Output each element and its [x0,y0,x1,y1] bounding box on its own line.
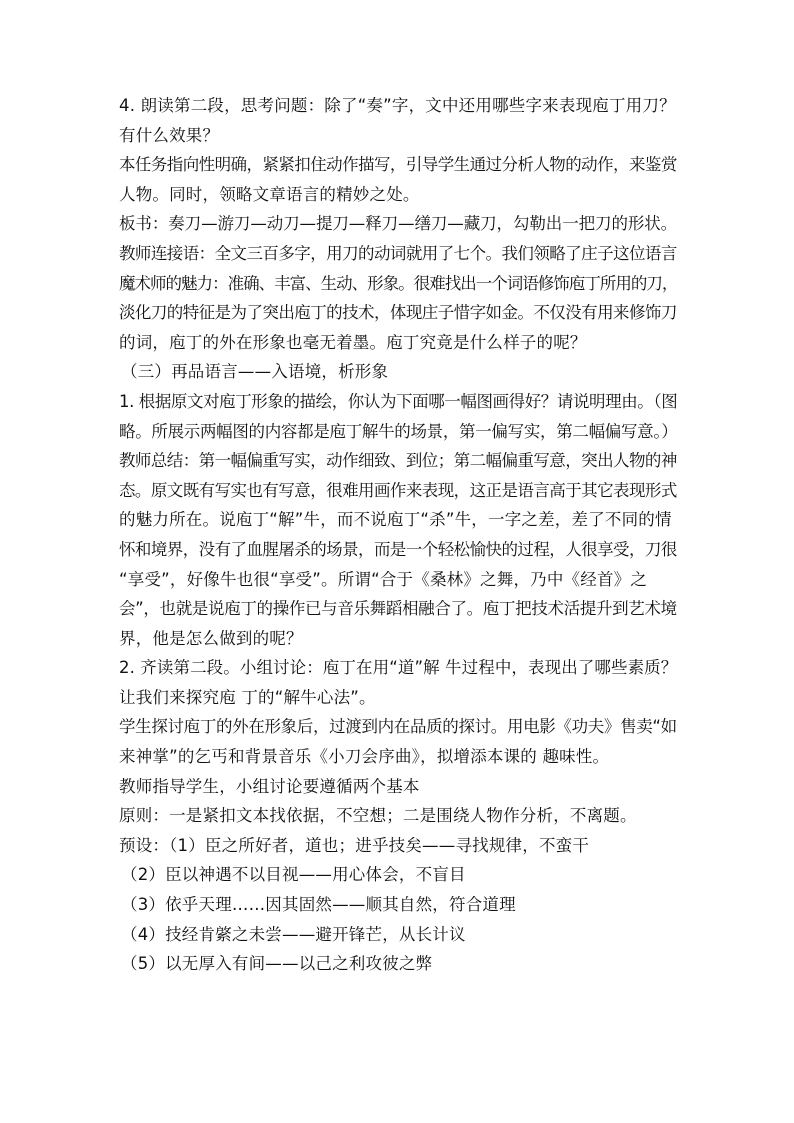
preset-item-4: （4）技经肯綮之未尝——避开锋芒，从长计议 [121,924,466,944]
teacher-summary-line-4: 怀和境界，没有了血腥屠杀的场景，而是一个轻松愉快的过程，人很享受，刀很 [119,539,677,559]
preset-item-1: 预设：（1）臣之所好者，道也；进乎技矣——寻找规律，不蛮干 [119,835,590,855]
teacher-transition-line-2: 魔术师的魅力：准确、丰富、生动、形象。很难找出一个词语修饰庖丁所用的刀， [119,273,678,293]
teacher-summary-line-3: 的魅力所在。说庖丁“解”牛，而不说庖丁“杀”牛，一字之差，差了不同的情 [119,510,672,530]
student-exploration-line-1: 学生探讨庖丁的外在形象后，过渡到内在品质的探讨。用电影《功夫》售卖“如 [119,717,677,737]
student-exploration-line-2: 来神掌”的乞丐和背景音乐《小刀会序曲》，拟增添本课的 趣味性。 [119,747,610,767]
section-heading-3: （三）再品语言——入语境，析形象 [121,362,389,382]
question-1-line-2: 略。所展示两幅图的内容都是庖丁解牛的场景，第一偏写实，第二幅偏写意。） [119,421,678,441]
teacher-summary-line-2: 态。原文既有写实也有写意，很难用画作来表现，这正是语言高于其它表现形式 [119,480,677,500]
blackboard-line: 板书：奏刀—游刀—动刀—提刀—释刀—缮刀—藏刀，勾勒出一把刀的形状。 [119,214,678,234]
question-2-line-2: 让我们来探究庖 丁的“解牛心法”。 [119,687,376,707]
teacher-summary-line-1: 教师总结：第一幅偏重写实，动作细致、到位；第二幅偏重写意，突出人物的神 [119,451,677,471]
question-4-line-1: 4. 朗读第二段，思考问题：除了“奏”字，文中还用哪些字来表现庖丁用刀？ [119,96,676,115]
teacher-transition-line-1: 教师连接语：全文三百多字，用刀的动词就用了七个。我们领略了庄子这位语言 [119,243,677,263]
preset-item-3: （3）依乎天理……因其固然——顺其自然，符合道理 [121,895,516,915]
teacher-summary-line-6: 会”，也就是说庖丁的操作已与音乐舞蹈相融合了。庖丁把技术活提升到艺术境 [119,599,677,619]
task-note-line-2: 人物。同时，领略文章语言的精妙之处。 [119,184,420,204]
task-note-line-1: 本任务指向性明确，紧紧扣住动作描写，引导学生通过分析人物的动作，来鉴赏 [119,155,677,175]
preset-item-5: （5）以无厚入有间——以己之利攻彼之弊 [121,954,433,974]
teacher-transition-line-4: 的词，庖丁的外在形象也毫无着墨。庖丁究竟是什么样子的呢？ [119,332,587,352]
document-body [119,91,679,979]
question-4-line-2: 有什么效果？ [119,125,220,145]
teacher-summary-line-5: “享受”，好像牛也很“享受”。所谓“合于《桑林》之舞，乃中《经首》之 [119,569,648,589]
preset-item-2: （2）臣以神遇不以目视——用心体会，不盲目 [121,865,466,885]
teacher-transition-line-3: 淡化刀的特征是为了突出庖丁的技术，体现庄子惜字如金。不仅没有用来修饰刀 [119,303,677,323]
teacher-guidance-line: 教师指导学生，小组讨论要遵循两个基本 [119,776,420,796]
teacher-summary-line-7: 界，他是怎么做到的呢？ [119,628,303,648]
question-2-line-1: 2. 齐读第二段。小组讨论：庖丁在用“道”解 牛过程中，表现出了哪些素质？ [119,658,678,678]
principle-line: 原则：一是紧扣文本找依据，不空想；二是围绕人物作分析，不离题。 [119,806,637,826]
question-1-line-1: 1. 根据原文对庖丁形象的描绘，你认为下面哪一幅图画得好？请说明理由。（图 [119,391,678,411]
